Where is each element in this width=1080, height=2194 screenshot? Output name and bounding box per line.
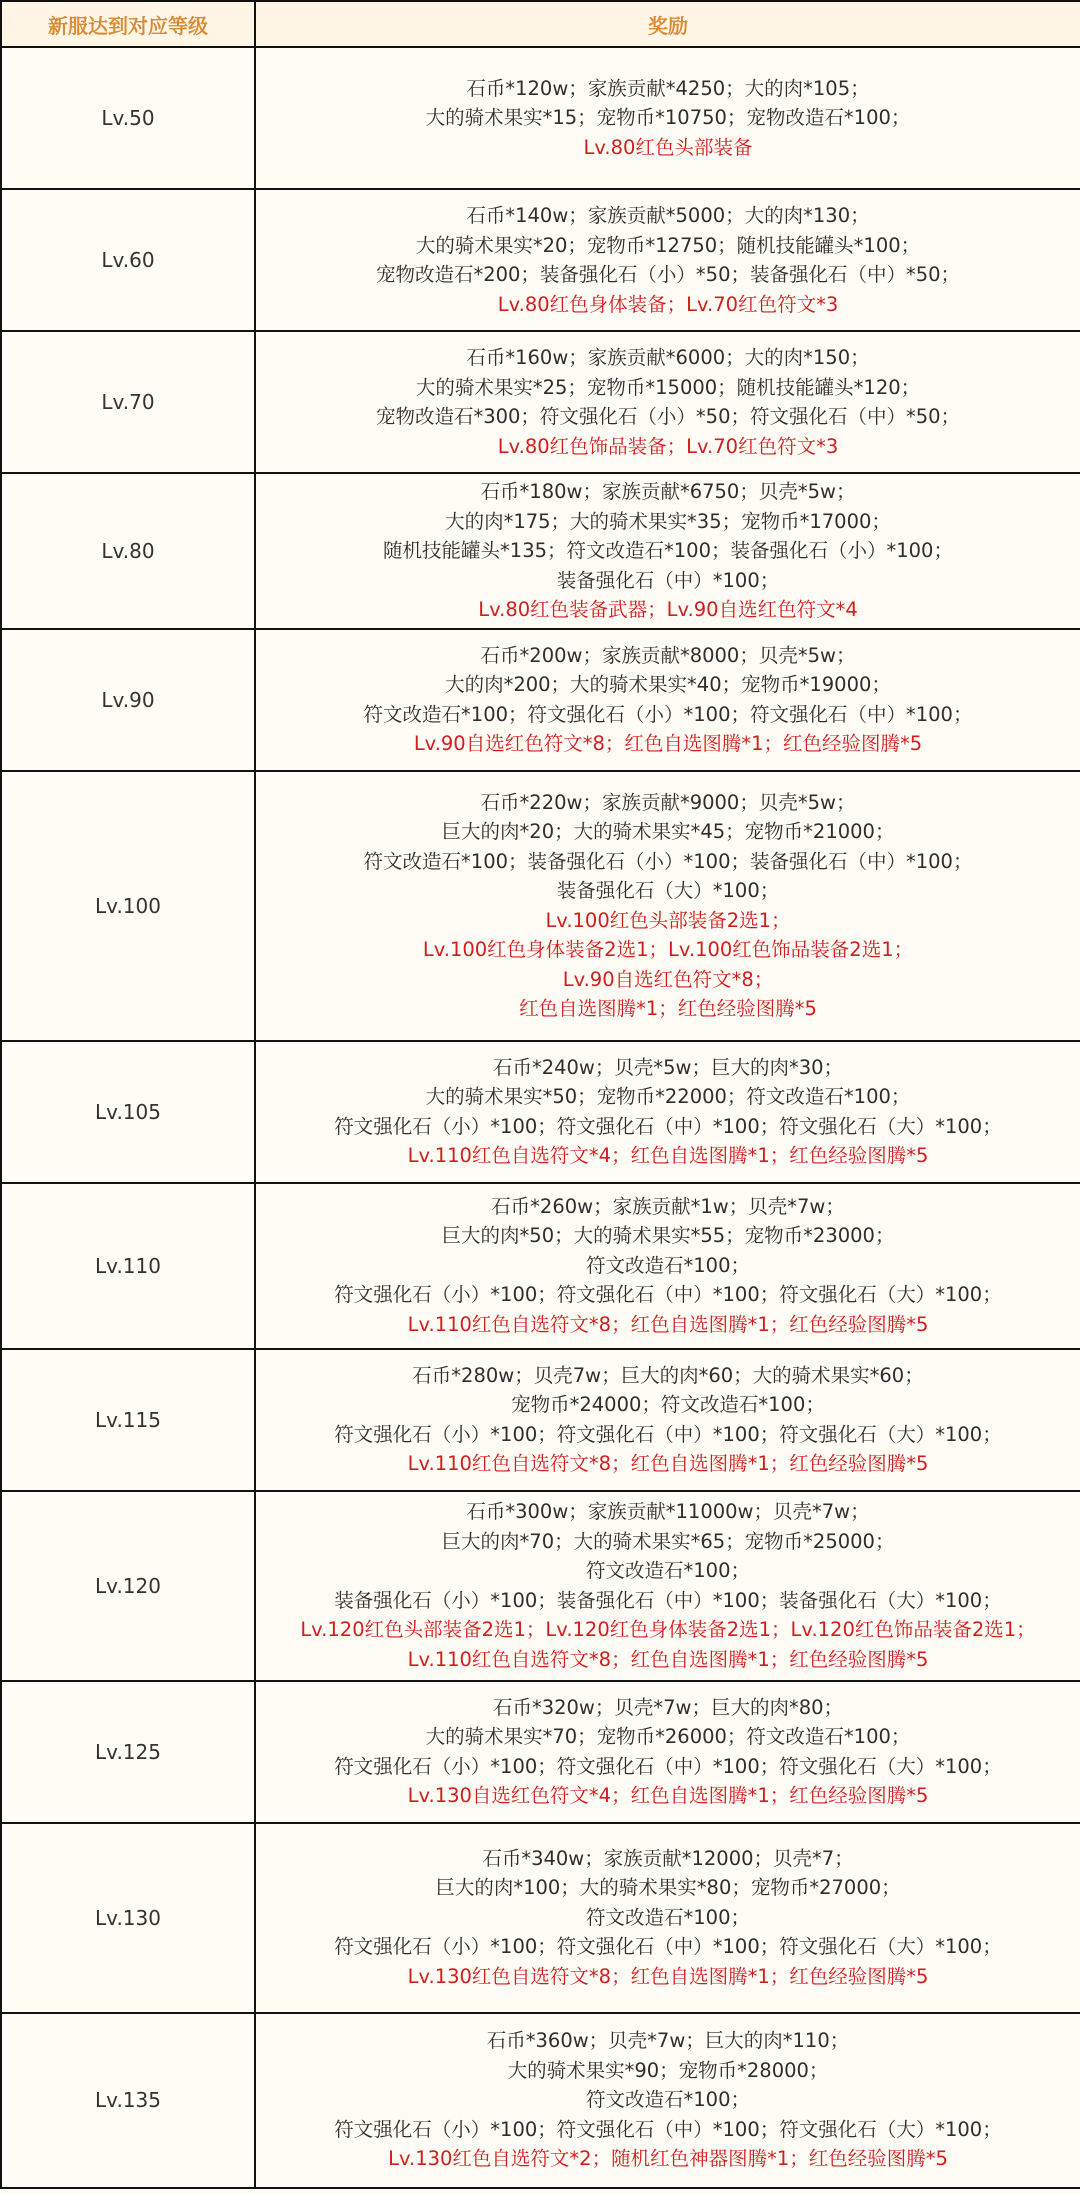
reward-line: 巨大的肉*20；大的骑术果实*45；宠物币*21000；	[441, 820, 895, 843]
reward-highlight-line: Lv.90自选红色符文*8；红色自选图腾*1；红色经验图腾*5	[413, 732, 923, 755]
reward-line: 石币*160w；家族贡献*6000；大的肉*150；	[466, 346, 870, 369]
reward-highlight-line: Lv.110红色自选符文*8；红色自选图腾*1；红色经验图腾*5	[407, 1312, 929, 1336]
table-row	[1, 331, 1080, 473]
level-cell: Lv.105	[1, 1041, 255, 1183]
table-row	[1, 629, 1080, 771]
reward-line: 符文强化石（小）*100；符文强化石（中）*100；符文强化石（大）*100；	[334, 1422, 1002, 1446]
reward-cell	[255, 2013, 1080, 2188]
reward-line: 符文强化石（小）*100；符文强化石（中）*100；符文强化石（大）*100；	[334, 1114, 1002, 1138]
table-row	[1, 1349, 1080, 1491]
level-cell: Lv.90	[1, 629, 255, 771]
table-row	[1, 473, 1080, 629]
reward-line: 巨大的肉*50；大的骑术果实*55；宠物币*23000；	[441, 1224, 895, 1248]
reward-line: 符文强化石（小）*100；符文强化石（中）*100；符文强化石（大）*100；	[334, 1754, 1002, 1778]
reward-highlight-line: Lv.130自选红色符文*4；红色自选图腾*1；红色经验图腾*5	[407, 1784, 929, 1807]
reward-line: 符文改造石*100；符文强化石（小）*100；符文强化石（中）*100；	[363, 702, 973, 726]
reward-cell	[255, 473, 1080, 629]
reward-line: 符文强化石（小）*100；符文强化石（中）*100；符文强化石（大）*100；	[334, 1283, 1002, 1307]
level-cell: Lv.60	[1, 189, 255, 331]
reward-line: 大的肉*200；大的骑术果实*40；宠物币*19000；	[445, 673, 891, 696]
reward-line: 大的肉*175；大的骑术果实*35；宠物币*17000；	[445, 509, 891, 533]
level-cell: Lv.50	[1, 47, 255, 189]
reward-cell	[255, 47, 1080, 189]
reward-cell	[255, 189, 1080, 331]
reward-line: 石币*300w；家族贡献*11000w；贝壳*7w；	[466, 1500, 870, 1523]
table-row	[1, 2013, 1080, 2188]
reward-highlight-line: Lv.80红色装备武器；Lv.90自选红色符文*4	[478, 598, 858, 621]
reward-line: 符文强化石（小）*100；符文强化石（中）*100；符文强化石（大）*100；	[334, 1935, 1002, 1959]
level-cell: Lv.80	[1, 473, 255, 629]
level-cell: Lv.125	[1, 1681, 255, 1823]
reward-highlight-line: Lv.100红色头部装备2选1；	[545, 908, 791, 932]
reward-line: 符文改造石*100；	[586, 1253, 750, 1277]
header-level: 新服达到对应等级	[1, 1, 255, 47]
reward-line: 石币*280w；贝壳7w；巨大的肉*60；大的骑术果实*60；	[412, 1363, 924, 1387]
reward-line: 石币*340w；家族贡献*12000；贝壳*7；	[482, 1846, 854, 1870]
level-cell: Lv.100	[1, 771, 255, 1041]
reward-line: 大的骑术果实*15；宠物币*10750；宠物改造石*100；	[425, 106, 911, 130]
reward-cell	[255, 1823, 1080, 2013]
reward-line: 大的骑术果实*20；宠物币*12750；随机技能罐头*100；	[415, 233, 921, 257]
level-cell: Lv.70	[1, 331, 255, 473]
reward-highlight-line: Lv.130红色自选符文*8；红色自选图腾*1；红色经验图腾*5	[407, 1964, 929, 1988]
reward-line: 宠物改造石*300；符文强化石（小）*50；符文强化石（中）*50；	[375, 405, 961, 428]
table-row	[1, 1823, 1080, 2013]
reward-line: 装备强化石（大）*100；	[556, 879, 780, 902]
reward-highlight-line: Lv.80红色饰品装备；Lv.70红色符文*3	[497, 434, 839, 458]
reward-line: 符文改造石*100；	[586, 1905, 750, 1929]
reward-cell	[255, 1491, 1080, 1681]
reward-line: 石币*320w；贝壳*7w；巨大的肉*80；	[492, 1695, 844, 1719]
level-cell: Lv.135	[1, 2013, 255, 2188]
reward-line: 符文改造石*100；装备强化石（小）*100；装备强化石（中）*100；	[363, 849, 973, 873]
reward-line: 大的骑术果实*70；宠物币*26000；符文改造石*100；	[425, 1725, 911, 1748]
reward-highlight-line: Lv.80红色身体装备；Lv.70红色符文*3	[497, 292, 839, 316]
reward-highlight-line: Lv.120红色头部装备2选1；Lv.120红色身体装备2选1；Lv.120红色饰品装备2选1；	[300, 1618, 1036, 1641]
table-row	[1, 1041, 1080, 1183]
reward-line: 石币*240w；贝壳*5w；巨大的肉*30；	[492, 1055, 844, 1079]
reward-line: 装备强化石（中）*100；	[556, 568, 780, 592]
table-row	[1, 1183, 1080, 1349]
reward-line: 石币*360w；贝壳*7w；巨大的肉*110；	[486, 2029, 850, 2053]
level-cell: Lv.130	[1, 1823, 255, 2013]
table-row	[1, 47, 1080, 189]
reward-line: 石币*120w；家族贡献*4250；大的肉*105；	[466, 76, 870, 100]
reward-cell	[255, 1349, 1080, 1491]
table-row	[1, 189, 1080, 331]
reward-line: 装备强化石（小）*100；装备强化石（中）*100；装备强化石（大）*100；	[334, 1588, 1002, 1612]
reward-cell	[255, 1681, 1080, 1823]
reward-highlight-line: 红色自选图腾*1；红色经验图腾*5	[519, 997, 817, 1020]
reward-line: 石币*220w；家族贡献*9000；贝壳*5w；	[480, 790, 856, 814]
reward-highlight-line: Lv.90自选红色符文*8；	[562, 967, 774, 991]
reward-line: 石币*200w；家族贡献*8000；贝壳*5w；	[480, 643, 856, 667]
reward-cell	[255, 629, 1080, 771]
reward-line: 随机技能罐头*135；符文改造石*100；装备强化石（小）*100；	[383, 539, 953, 562]
reward-line: 符文改造石*100；	[586, 1559, 750, 1582]
reward-cell	[255, 331, 1080, 473]
reward-line: 符文改造石*100；	[586, 2088, 750, 2112]
header-reward: 奖励	[255, 1, 1080, 47]
reward-line: 石币*260w；家族贡献*1w；贝壳*7w；	[491, 1194, 845, 1218]
reward-highlight-line: Lv.130红色自选符文*2；随机红色神器图腾*1；红色经验图腾*5	[388, 2147, 948, 2171]
reward-cell	[255, 1183, 1080, 1349]
reward-line: 石币*180w；家族贡献*6750；贝壳*5w；	[480, 480, 856, 503]
reward-highlight-line: Lv.110红色自选符文*4；红色自选图腾*1；红色经验图腾*5	[407, 1144, 929, 1167]
reward-line: 宠物改造石*200；装备强化石（小）*50；装备强化石（中）*50；	[375, 263, 961, 286]
reward-highlight-line: Lv.100红色身体装备2选1；Lv.100红色饰品装备2选1；	[422, 938, 914, 961]
table-row	[1, 1491, 1080, 1681]
header-row	[1, 1, 1080, 47]
reward-line: 宠物币*24000；符文改造石*100；	[511, 1393, 825, 1416]
reward-highlight-line: Lv.110红色自选符文*8；红色自选图腾*1；红色经验图腾*5	[407, 1452, 929, 1475]
reward-highlight-line: Lv.110红色自选符文*8；红色自选图腾*1；红色经验图腾*5	[407, 1647, 929, 1671]
reward-line: 大的骑术果实*90；宠物币*28000；	[507, 2058, 829, 2082]
reward-cell	[255, 1041, 1080, 1183]
rewards-body	[1, 47, 1080, 2188]
reward-highlight-line: Lv.80红色头部装备	[583, 135, 753, 159]
reward-cell	[255, 771, 1080, 1041]
reward-line: 大的骑术果实*25；宠物币*15000；随机技能罐头*120；	[415, 375, 921, 399]
level-cell: Lv.110	[1, 1183, 255, 1349]
reward-line: 巨大的肉*100；大的骑术果实*80；宠物币*27000；	[435, 1876, 901, 1900]
level-cell: Lv.120	[1, 1491, 255, 1681]
table-row	[1, 771, 1080, 1041]
reward-line: 大的骑术果实*50；宠物币*22000；符文改造石*100；	[425, 1085, 911, 1108]
reward-line: 石币*140w；家族贡献*5000；大的肉*130；	[466, 204, 870, 227]
level-cell: Lv.115	[1, 1349, 255, 1491]
reward-line: 符文强化石（小）*100；符文强化石（中）*100；符文强化石（大）*100；	[334, 2117, 1002, 2141]
table-row	[1, 1681, 1080, 1823]
reward-line: 巨大的肉*70；大的骑术果实*65；宠物币*25000；	[441, 1529, 895, 1553]
